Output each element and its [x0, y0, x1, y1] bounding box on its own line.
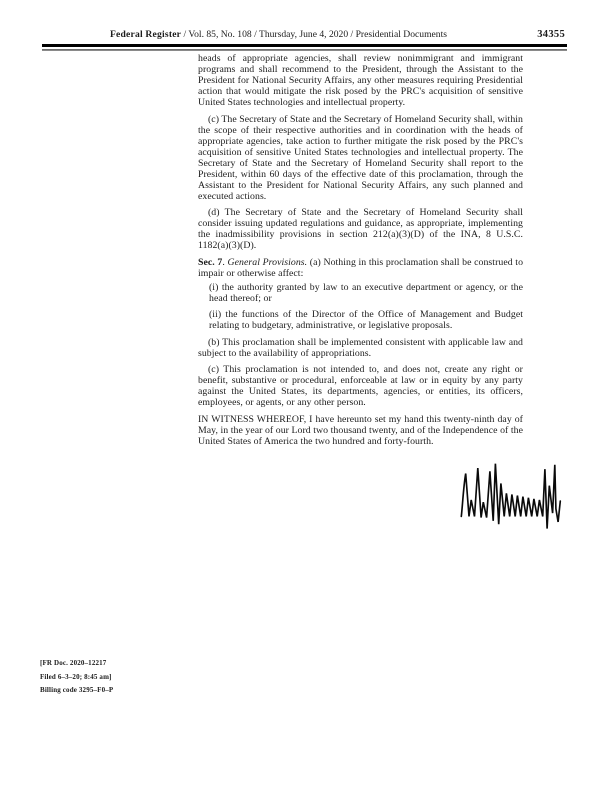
presidential-signature	[458, 459, 568, 531]
paragraph-c: (c) The Secretary of State and the Secretary of Homeland Security shall, within the scope of their respective authorities and in coordination with the heads of appropriate agencies, take action to further mitigate the risk posed by the PRC's acquisition of sensitive United States technologies and intellectual property. The Secretary of State and the Secretary of Homeland Security shall report to the President, within 60 days of the effective date of this proclamation, through the Assistant to the President for National Security Affairs, any such planned and executed actions.	[198, 113, 523, 202]
paragraph-d: (d) The Secretary of State and the Secretary of Homeland Security shall consider issuing updated regulations and guidance, as appropriate, implementing the inadmissibility provisions in section 212(a)(3)(D) of the INA, 8 U.S.C. 1182(a)(3)(D).	[198, 207, 523, 251]
section-title: General Provisions.	[227, 256, 308, 268]
billing-code-line: Billing code 3295–F0–P	[40, 686, 114, 694]
paragraph-sec7	[198, 257, 523, 279]
filing-footer	[40, 657, 113, 698]
running-head	[42, 29, 567, 43]
section-label: Sec. 7	[198, 256, 223, 268]
journal-name: Federal Register	[110, 29, 182, 40]
paragraph-c2: (c) This proclamation is not intended to, and does not, create any right or benefit, substantive or procedural, enforceable at law or in equity by any party against the United States, its departments, agencies, or entities, its officers, employees, or agents, or any other person.	[198, 364, 523, 408]
paragraph-i: (i) the authority granted by law to an executive department or agency, or the head thereof; or	[209, 281, 523, 304]
section-separator: .	[222, 256, 228, 268]
filed-line: Filed 6–3–20; 8:45 am]	[40, 672, 112, 681]
issue-info: / Vol. 85, No. 108 / Thursday, June 4, 2020 / Presidential Documents	[181, 29, 447, 40]
document-body	[198, 53, 523, 452]
page-number: 34355	[537, 28, 565, 40]
paragraph-witness: IN WITNESS WHEREOF, I have hereunto set my hand this twenty-ninth day of May, in the year of our Lord two thousand twenty, and of the Independence of the United States of America the two hundred and forty-fourth.	[198, 413, 523, 447]
fr-doc-line: [FR Doc. 2020–12217	[40, 659, 107, 667]
section-text: (a) Nothing in this proclamation shall be construed to impair or otherwise affect:	[198, 256, 524, 279]
header-rule-double	[42, 49, 567, 52]
paragraph-b: (b) This proclamation shall be implemented consistent with applicable law and subject to the availability of appropriations.	[198, 336, 523, 359]
running-head-title	[110, 29, 447, 41]
paragraph-continuation: heads of appropriate agencies, shall review nonimmigrant and immigrant programs and shall recommend to the President, through the Assistant to the President for National Security Affairs, any other measures requiring Presidential action that would mitigate the risk posed by the PRC's acquisition of sensitive United States technologies and intellectual property.	[198, 53, 523, 108]
header-rule-thick	[42, 44, 567, 47]
paragraph-ii: (ii) the functions of the Director of the Office of Management and Budget relating to budgetary, administrative, or legislative proposals.	[209, 309, 523, 331]
